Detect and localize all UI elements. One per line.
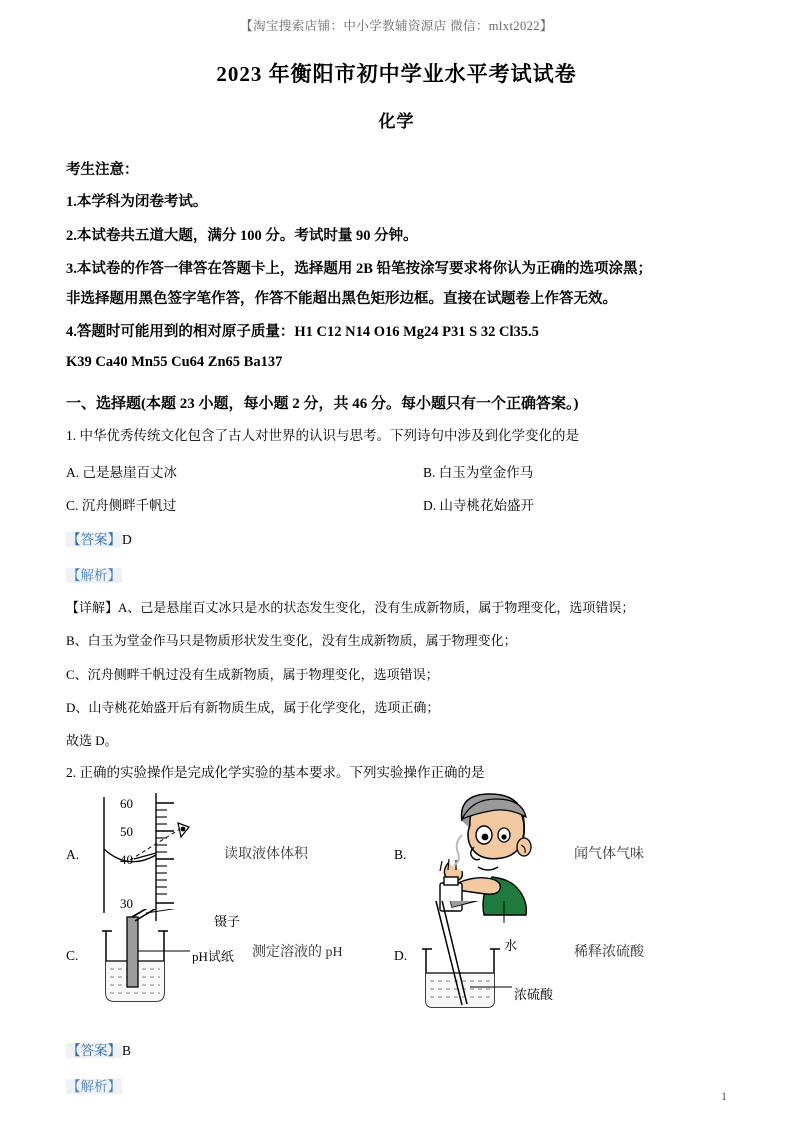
- option-text: 山寺桃花始盛开: [439, 498, 534, 514]
- question-2-figure-options: [66, 791, 727, 1023]
- question-2-analysis-tag: [66, 1059, 727, 1095]
- question-1-explanation-4: D、山寺桃花始盛开后有新物质生成，属于化学变化，选项正确；: [66, 699, 440, 715]
- question-1-answer: [66, 512, 727, 548]
- option-text: 己是悬崖百丈冰: [82, 465, 177, 481]
- page-title: 2023 年衡阳市初中学业水平考试试卷: [216, 62, 577, 86]
- notice-item-3: 3.本试卷的作答一律答在答题卡上，选择题用 2B 铅笔按涂写要求将你认为正确的选项涂黑；: [66, 261, 653, 278]
- question-2-option-c-label-tweezers: 镊子: [214, 914, 241, 930]
- question-1-analysis-tag: [66, 548, 727, 584]
- option-text: 白玉为堂金作马: [438, 465, 534, 481]
- question-2-stem: 2. 正确的实验操作是完成化学实验的基本要求。下列实验操作正确的是: [66, 765, 485, 781]
- notice-item-4: 4.答题时可能用到的相对原子质量：H1 C12 N14 O16 Mg24 P31 S 32 Cl35.5: [66, 324, 539, 341]
- detail-tag: 【详解】: [66, 600, 119, 616]
- notice-item-2: 2.本试卷共五道大题，满分 100 分。考试时量 90 分钟。: [66, 227, 418, 244]
- analysis-tag: 【解析】: [67, 568, 121, 584]
- notice-item-3-continued: 非选择题用黑色签字笔作答，作答不能超出黑色矩形边框。直接在试题卷上作答无效。: [66, 290, 617, 307]
- notice-item-1: 1.本学科为闭卷考试。: [66, 194, 208, 210]
- graduated-cylinder-icon: [94, 793, 204, 923]
- notice-heading: 考生注意：: [66, 162, 139, 178]
- option-key: A.: [66, 465, 80, 481]
- question-2-answer: [66, 1023, 727, 1059]
- question-1-option-d[interactable]: [423, 494, 534, 514]
- question-1-options-row-1: [66, 446, 727, 479]
- svg-text:50: 50: [120, 824, 133, 840]
- option-key: C.: [66, 498, 79, 514]
- question-1-option-a[interactable]: [66, 461, 177, 481]
- question-1-explanation-3: C、沉舟侧畔千帆过没有生成新物质，属于物理变化，选项错误；: [66, 666, 439, 682]
- person-smelling-gas-icon: [418, 791, 558, 917]
- question-2-option-d-key[interactable]: D.: [394, 948, 408, 964]
- question-2-option-a-caption: 读取液体体积: [224, 847, 308, 863]
- question-1-explanation-1: [66, 584, 727, 617]
- notice-item-4-continued: K39 Ca40 Mn55 Cu64 Zn65 Ba137: [66, 353, 283, 370]
- diluting-sulfuric-acid-icon: [404, 901, 584, 1021]
- explanation-text: A、己是悬崖百丈冰只是水的状态发生变化，没有生成新物质，属于物理变化，选项错误；: [118, 600, 635, 616]
- subject-title: 化学: [378, 112, 415, 131]
- answer-tag: 【答案】: [67, 532, 121, 548]
- option-key: B.: [423, 465, 436, 481]
- page-number: 1: [721, 1089, 727, 1103]
- question-2-option-b-caption: 闻气体气味: [574, 847, 644, 863]
- question-2-option-b-key[interactable]: B.: [394, 847, 407, 863]
- option-text: 沉舟侧畔千帆过: [81, 498, 177, 514]
- question-2-option-d-label-water: 水: [504, 938, 518, 954]
- question-2-option-a-key[interactable]: A.: [66, 847, 80, 863]
- question-2-option-c-label-ph-paper: pH试纸: [192, 949, 234, 965]
- question-1-options-row-2: [66, 479, 727, 512]
- answer-value: B: [122, 1043, 132, 1059]
- option-key: D.: [423, 498, 437, 514]
- watermark-text: 【淘宝搜索店铺：中小学教辅资源店 微信：mlxt2022】: [240, 19, 553, 33]
- question-1-option-c[interactable]: [66, 494, 176, 514]
- question-1-explanation-2: B、白玉为堂金作马只是物质形状发生变化，没有生成新物质，属于物理变化；: [66, 633, 517, 649]
- question-1-stem: 1. 中华优秀传统文化包含了古人对世界的认识与思考。下列诗句中涉及到化学变化的是: [66, 428, 579, 444]
- svg-text:40: 40: [120, 852, 133, 868]
- question-2-option-d-caption: 稀释浓硫酸: [574, 945, 644, 961]
- question-2-option-c-caption: 测定溶液的 pH: [252, 945, 343, 961]
- section-heading: 一、选择题(本题 23 小题，每小题 2 分，共 46 分。每小题只有一个正确答案。): [66, 396, 579, 413]
- question-1-explanation-5: 故选 D。: [66, 733, 118, 749]
- answer-tag: 【答案】: [67, 1043, 121, 1059]
- svg-text:30: 30: [120, 896, 133, 912]
- answer-value: D: [122, 532, 132, 548]
- analysis-tag: 【解析】: [67, 1079, 121, 1095]
- question-2-option-c-key[interactable]: C.: [66, 948, 79, 964]
- svg-text:60: 60: [120, 796, 133, 812]
- question-1-option-b[interactable]: [423, 461, 533, 481]
- question-2-option-d-label-sulfuric-acid: 浓硫酸: [514, 987, 554, 1003]
